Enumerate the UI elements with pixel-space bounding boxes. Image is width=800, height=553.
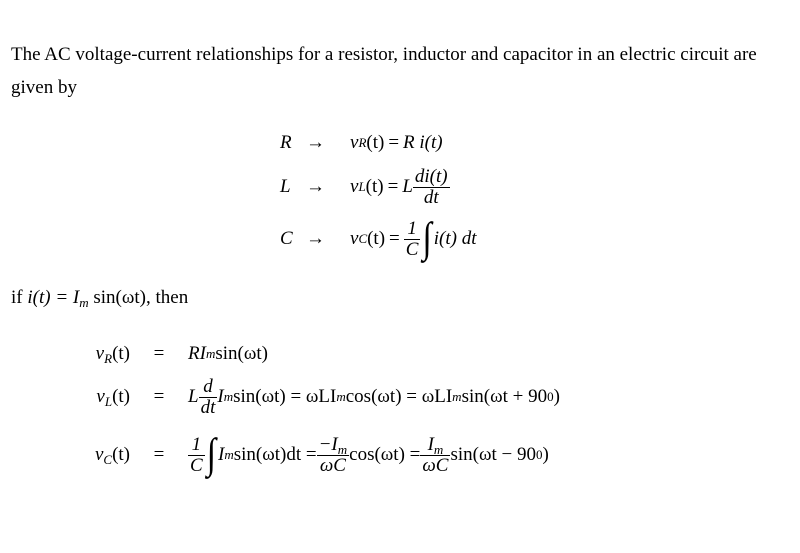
- term: sin(ωt)dt =: [233, 444, 317, 465]
- derivative-operator: $\frac{d}{dt}$: [200, 375, 216, 418]
- term: sin(ωt) = ωLI: [233, 386, 337, 407]
- argument: (t): [367, 228, 386, 249]
- term: sin(ωt − 90: [450, 444, 536, 465]
- intro-line-2: given by: [11, 77, 77, 98]
- integral-sign-icon: ∫: [206, 431, 217, 478]
- relations-block: [280, 130, 477, 264]
- fraction-1: $\frac{-I_m}{\omega C}$: [318, 433, 348, 476]
- sine-term: sin(ωt): [215, 343, 268, 364]
- argument: (t): [366, 132, 385, 153]
- result-resistor: $v_R(t)$ = RI m sin(ωt): [60, 340, 560, 368]
- amplitude: I: [218, 444, 225, 465]
- voltage-symbol: v: [350, 228, 359, 249]
- denominator: C: [405, 238, 419, 260]
- condition-line: [11, 287, 189, 310]
- numerator: di(t): [414, 165, 448, 187]
- voltage-symbol: v: [350, 132, 359, 153]
- result-lhs: $v_R(t)$: [95, 343, 130, 366]
- numerator: 1: [404, 219, 421, 240]
- arrow: →: [306, 228, 325, 249]
- derivative-fraction: [413, 167, 450, 208]
- fraction-2: $\frac{I_m}{\omega C}$: [422, 433, 449, 476]
- condition-suffix: , then: [146, 287, 189, 308]
- inverse-capacitance-fraction: [404, 219, 421, 260]
- equals-sign: =: [153, 444, 165, 465]
- term: sin(ωt + 90: [461, 386, 548, 407]
- result-lhs: $v_C(t)$: [94, 444, 130, 467]
- result-capacitor: $v_C(t)$ = $\frac{1}{C}$ ∫ I m sin(ωt)dt = $\frac{-I_m}{\omega C}$ cos(ωt) = $\frac{I_m}{\omega C}$ sin(ωt − 90 0 ): [60, 428, 560, 482]
- equals-sign: =: [153, 386, 165, 407]
- resistor-symbol: R: [280, 132, 292, 153]
- equals-sign: =: [387, 176, 399, 197]
- term: cos(ωt) = ωLI: [345, 386, 453, 407]
- equals-sign: =: [389, 228, 400, 249]
- condition-prefix: if: [11, 287, 28, 308]
- sine-term: sin(ωt): [88, 287, 146, 308]
- integrand: i(t) dt: [433, 228, 477, 249]
- voltage-symbol: v: [350, 176, 359, 197]
- relation-inductor: L → v L (t) = L $\frac{di(t)}{dt}$: [280, 165, 448, 208]
- results-block: [60, 340, 560, 482]
- subscript: m: [79, 295, 89, 310]
- arrow: →: [306, 132, 325, 153]
- relation-resistor: R → v R (t) = R i(t): [280, 132, 443, 153]
- rhs: RI: [188, 343, 206, 364]
- equals-sign: =: [153, 343, 165, 364]
- inductor-symbol: L: [280, 176, 291, 197]
- equals-sign: =: [388, 132, 400, 153]
- inverse-capacitance-fraction: $\frac{1}{C}$: [190, 433, 203, 476]
- current-expression: i(t) = I: [27, 287, 80, 308]
- resistor-rhs: R i(t): [403, 132, 443, 153]
- amplitude: I: [217, 386, 224, 407]
- result-inductor: $v_L(t)$ = L $\frac{d}{dt}$ I m sin(ωt) = ωLI m cos(ωt) = ωLI m sin(ωt + 90 0 ): [60, 372, 560, 422]
- arrow: →: [306, 176, 325, 197]
- denominator: dt: [423, 186, 439, 208]
- term: cos(ωt) =: [349, 444, 421, 465]
- result-lhs: $v_L(t)$: [96, 386, 130, 409]
- relation-capacitor: C → v C (t) = $\frac{1}{C}$ ∫ i(t) dt: [280, 215, 477, 262]
- argument: (t): [365, 176, 384, 197]
- inductance: L: [402, 176, 413, 197]
- intro-line-1: The AC voltage-current relationships for a resistor, inductor and capacitor in an electric circuit are: [11, 44, 757, 65]
- integral-sign-icon: ∫: [422, 215, 432, 262]
- inductance: L: [188, 386, 199, 407]
- capacitor-symbol: C: [280, 228, 293, 249]
